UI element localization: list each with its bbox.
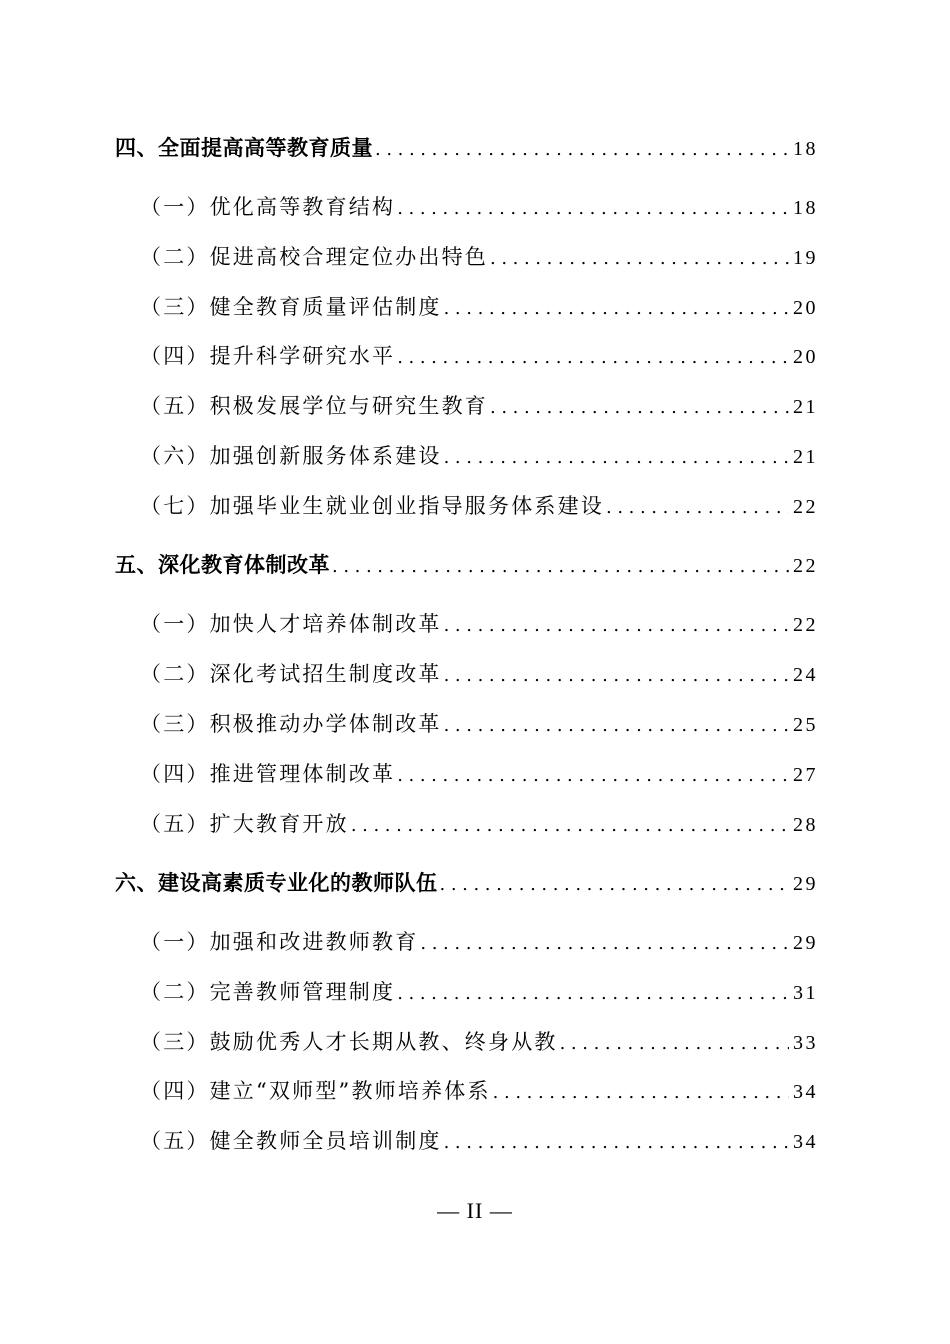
toc-entry-page: 18 xyxy=(793,138,818,160)
toc-dot-leader xyxy=(560,1027,789,1061)
toc-entry-title: （二）深化考试招生制度改革 xyxy=(140,662,442,686)
toc-dot-leader xyxy=(493,1076,789,1110)
toc-entry-subsection[interactable] xyxy=(140,607,818,641)
toc-entry-title: （一）加快人才培养体制改革 xyxy=(140,612,442,636)
toc-entry-page: 31 xyxy=(793,982,818,1004)
toc-entry-section[interactable] xyxy=(115,131,818,165)
toc-entry-title: （三）积极推动办学体制改革 xyxy=(140,712,442,736)
toc-entry-page: 22 xyxy=(793,555,818,577)
toc-entry-subsection[interactable] xyxy=(140,240,818,274)
toc-dot-leader xyxy=(375,133,789,167)
toc-dot-leader xyxy=(444,1126,789,1160)
toc-entry-page: 33 xyxy=(793,1032,818,1054)
toc-entry-subsection[interactable] xyxy=(140,1124,818,1158)
toc-entry-subsection[interactable] xyxy=(140,439,818,473)
toc-entry-page: 24 xyxy=(793,664,818,686)
page-number-footer: — II — xyxy=(437,1198,513,1223)
toc-dot-leader xyxy=(444,659,789,693)
toc-entry-subsection[interactable] xyxy=(140,807,818,841)
toc-entry-page: 29 xyxy=(793,932,818,954)
toc-entry-subsection[interactable] xyxy=(140,757,818,791)
toc-entry-page: 34 xyxy=(793,1081,818,1103)
toc-dot-leader xyxy=(440,868,790,902)
toc-entry-page: 20 xyxy=(793,346,818,368)
toc-entry-subsection[interactable] xyxy=(140,1025,818,1059)
toc-entry-title: （七）加强毕业生就业创业指导服务体系建设 xyxy=(140,494,604,518)
toc-dot-leader xyxy=(420,927,789,961)
toc-entry-page: 20 xyxy=(793,297,818,319)
toc-entry-page: 22 xyxy=(793,496,818,518)
toc-entry-section[interactable] xyxy=(115,866,818,900)
toc-entry-page: 28 xyxy=(793,814,818,836)
toc-entry-title: （四）推进管理体制改革 xyxy=(140,762,396,786)
toc-entry-subsection[interactable] xyxy=(140,657,818,691)
toc-entry-title: （三）鼓励优秀人才长期从教、终身从教 xyxy=(140,1030,558,1054)
toc-entry-title: （一）优化高等教育结构 xyxy=(140,195,396,219)
toc-entry-title: （六）加强创新服务体系建设 xyxy=(140,444,442,468)
toc-dot-leader xyxy=(351,809,789,843)
toc-dot-leader xyxy=(444,709,789,743)
toc-dot-leader xyxy=(444,292,789,326)
toc-entry-page: 21 xyxy=(793,396,818,418)
toc-entry-page: 27 xyxy=(793,764,818,786)
toc-entry-page: 29 xyxy=(793,873,818,895)
toc-entry-subsection[interactable] xyxy=(140,389,818,423)
toc-entry-title: （五）扩大教育开放 xyxy=(140,812,349,836)
toc-entry-title: （二）完善教师管理制度 xyxy=(140,980,396,1004)
toc-entry-title: （四）建立“双师型”教师培养体系 xyxy=(140,1079,491,1103)
toc-dot-leader xyxy=(397,192,789,226)
toc-entry-section[interactable] xyxy=(115,548,818,582)
toc-entry-page: 22 xyxy=(793,614,818,636)
toc-entry-subsection[interactable] xyxy=(140,975,818,1009)
toc-entry-title: （四）提升科学研究水平 xyxy=(140,344,396,368)
toc-entry-page: 21 xyxy=(793,446,818,468)
toc-entry-title: （二）促进高校合理定位办出特色 xyxy=(140,245,488,269)
toc-entry-title: （一）加强和改进教师教育 xyxy=(140,930,419,954)
toc-entry-page: 18 xyxy=(793,197,818,219)
toc-entry-subsection[interactable] xyxy=(140,489,818,523)
toc-entry-title: （五）健全教师全员培训制度 xyxy=(140,1129,442,1153)
toc-entry-title: 四、全面提高高等教育质量 xyxy=(115,136,373,160)
toc-dot-leader xyxy=(490,391,789,425)
toc-entry-subsection[interactable] xyxy=(140,290,818,324)
toc-entry-page: 19 xyxy=(793,247,818,269)
toc-dot-leader xyxy=(444,609,789,643)
toc-entry-subsection[interactable] xyxy=(140,339,818,373)
toc-dot-leader xyxy=(444,441,789,475)
toc-dot-leader xyxy=(606,491,789,525)
toc-entry-subsection[interactable] xyxy=(140,925,818,959)
toc-entry-title: （五）积极发展学位与研究生教育 xyxy=(140,394,488,418)
toc-entry-subsection[interactable] xyxy=(140,190,818,224)
toc-dot-leader xyxy=(397,977,789,1011)
toc-entry-page: 34 xyxy=(793,1131,818,1153)
toc-dot-leader xyxy=(397,759,789,793)
toc-entry-subsection[interactable] xyxy=(140,1074,818,1108)
toc-entry-subsection[interactable] xyxy=(140,707,818,741)
toc-dot-leader xyxy=(332,550,789,584)
toc-entry-title: 五、深化教育体制改革 xyxy=(115,553,330,577)
toc-entry-title: 六、建设高素质专业化的教师队伍 xyxy=(115,871,438,895)
toc-dot-leader xyxy=(397,341,789,375)
toc-dot-leader xyxy=(490,242,789,276)
toc-entry-page: 25 xyxy=(793,714,818,736)
toc-entry-title: （三）健全教育质量评估制度 xyxy=(140,295,442,319)
